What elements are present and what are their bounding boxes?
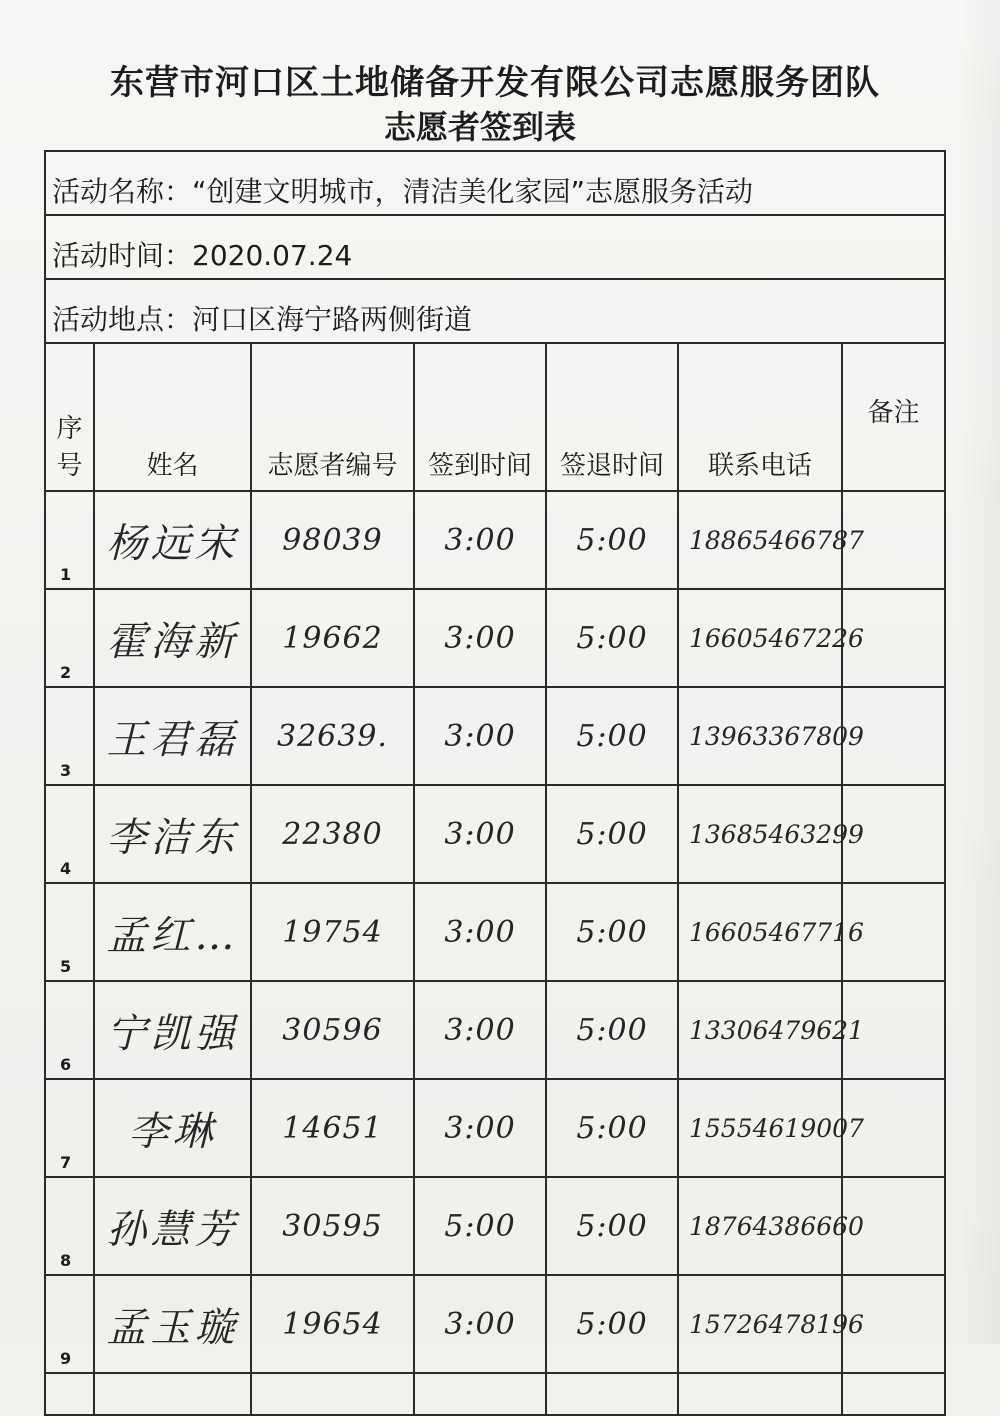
signature-name: 杨远宋	[94, 491, 251, 589]
sign-in-time: 3:00	[414, 883, 546, 981]
empty-cell	[45, 1373, 94, 1415]
empty-cell	[546, 1373, 678, 1415]
row-number: 5	[45, 883, 94, 981]
sign-out-time: 5:00	[546, 1079, 678, 1177]
remark-cell	[842, 589, 945, 687]
phone-number: 16605467226	[678, 589, 842, 687]
table-row	[45, 491, 945, 589]
sign-in-time: 3:00	[414, 785, 546, 883]
volunteer-id: 30596	[251, 981, 414, 1079]
volunteer-id: 98039	[251, 491, 414, 589]
phone-number: 13963367809	[678, 687, 842, 785]
signin-table	[44, 150, 946, 1416]
col-header-sign-out: 签退时间	[546, 343, 678, 491]
row-number: 4	[45, 785, 94, 883]
sign-out-time: 5:00	[546, 687, 678, 785]
phone-number: 15554619007	[678, 1079, 842, 1177]
empty-cell	[251, 1373, 414, 1415]
empty-cell	[842, 1373, 945, 1415]
signature-name: 宁凯强	[94, 981, 251, 1079]
remark-cell	[842, 1079, 945, 1177]
sign-out-time: 5:00	[546, 1275, 678, 1373]
remark-cell	[842, 491, 945, 589]
sign-in-time: 3:00	[414, 1079, 546, 1177]
table-row	[45, 1079, 945, 1177]
table-row	[45, 1275, 945, 1373]
sign-out-time: 5:00	[546, 589, 678, 687]
col-header-no: 序号	[45, 343, 94, 491]
remark-cell	[842, 1177, 945, 1275]
row-number: 2	[45, 589, 94, 687]
volunteer-id: 19654	[251, 1275, 414, 1373]
activity-place: 活动地点：河口区海宁路两侧街道	[45, 279, 945, 343]
sign-in-time: 3:00	[414, 589, 546, 687]
signature-name: 孟红…	[94, 883, 251, 981]
col-header-remark: 备注	[842, 343, 945, 491]
table-row	[45, 687, 945, 785]
table-row	[45, 1177, 945, 1275]
signature-name: 王君磊	[94, 687, 251, 785]
col-header-phone: 联系电话	[678, 343, 842, 491]
remark-cell	[842, 981, 945, 1079]
row-number: 7	[45, 1079, 94, 1177]
sign-out-time: 5:00	[546, 491, 678, 589]
volunteer-id: 19754	[251, 883, 414, 981]
remark-cell	[842, 883, 945, 981]
sign-out-time: 5:00	[546, 785, 678, 883]
col-header-name: 姓名	[94, 343, 251, 491]
sign-in-time: 3:00	[414, 1275, 546, 1373]
col-header-volunteer-id: 志愿者编号	[251, 343, 414, 491]
sign-out-time: 5:00	[546, 883, 678, 981]
signature-name: 霍海新	[94, 589, 251, 687]
row-number: 3	[45, 687, 94, 785]
sign-out-time: 5:00	[546, 1177, 678, 1275]
row-number: 8	[45, 1177, 94, 1275]
signature-name: 李琳	[94, 1079, 251, 1177]
signature-name: 李洁东	[94, 785, 251, 883]
document-title: 东营市河口区土地储备开发有限公司志愿服务团队	[110, 63, 880, 103]
row-number: 1	[45, 491, 94, 589]
row-number: 9	[45, 1275, 94, 1373]
remark-cell	[842, 687, 945, 785]
table-row	[45, 883, 945, 981]
sign-in-time: 3:00	[414, 981, 546, 1079]
table-header-row	[45, 343, 945, 491]
volunteer-id: 19662	[251, 589, 414, 687]
table-row	[45, 981, 945, 1079]
row-number: 6	[45, 981, 94, 1079]
activity-name: 活动名称：“创建文明城市，清洁美化家园”志愿服务活动	[45, 151, 945, 215]
signature-name: 孙慧芳	[94, 1177, 251, 1275]
remark-cell	[842, 1275, 945, 1373]
sign-out-time: 5:00	[546, 981, 678, 1079]
table-row	[45, 589, 945, 687]
sign-in-time: 3:00	[414, 491, 546, 589]
phone-number: 15726478196	[678, 1275, 842, 1373]
table-row	[45, 785, 945, 883]
col-header-sign-in: 签到时间	[414, 343, 546, 491]
empty-cell	[94, 1373, 251, 1415]
volunteer-id: 30595	[251, 1177, 414, 1275]
volunteer-id: 14651	[251, 1079, 414, 1177]
volunteer-id: 32639.	[251, 687, 414, 785]
phone-number: 13306479621	[678, 981, 842, 1079]
sign-in-time: 5:00	[414, 1177, 546, 1275]
signature-name: 孟玉璇	[94, 1275, 251, 1373]
phone-number: 18865466787	[678, 491, 842, 589]
activity-time: 活动时间：2020.07.24	[45, 215, 945, 279]
empty-cell	[678, 1373, 842, 1415]
table-row-empty	[45, 1373, 945, 1415]
volunteer-id: 22380	[251, 785, 414, 883]
remark-cell	[842, 785, 945, 883]
phone-number: 13685463299	[678, 785, 842, 883]
page-edge-shadow	[960, 0, 1000, 1344]
sign-in-time: 3:00	[414, 687, 546, 785]
phone-number: 18764386660	[678, 1177, 842, 1275]
document-subtitle: 志愿者签到表	[383, 108, 576, 146]
phone-number: 16605467716	[678, 883, 842, 981]
empty-cell	[414, 1373, 546, 1415]
